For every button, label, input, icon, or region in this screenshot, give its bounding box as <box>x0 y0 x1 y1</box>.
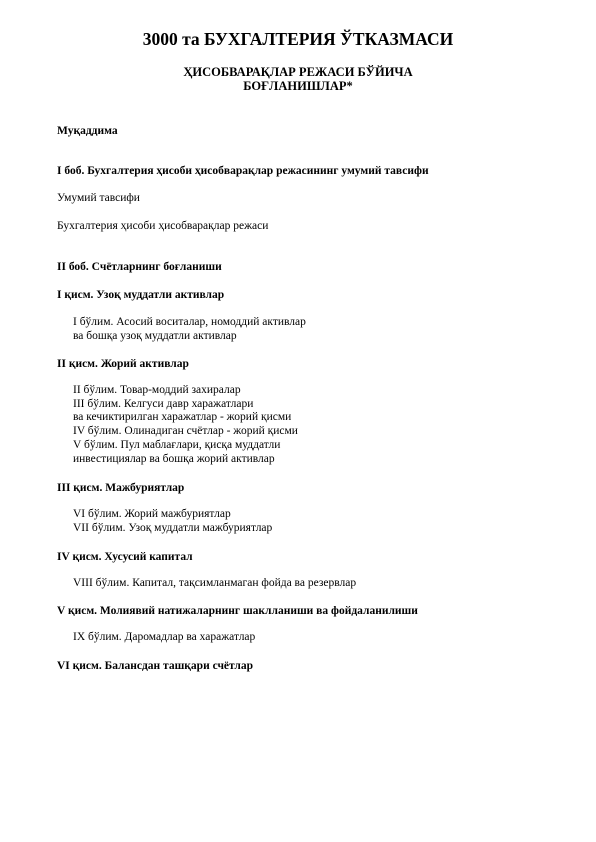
part-5-sections <box>73 631 255 645</box>
part-3-line-1: VI бўлим. Жорий мажбуриятлар <box>73 508 231 520</box>
part-3-sections <box>73 508 272 535</box>
part-5-line-1: IX бўлим. Даромадлар ва харажатлар <box>73 631 256 643</box>
part-2-line-3: ва кечиктирилган харажатлар - жорий қисми <box>73 411 292 424</box>
part-3-heading: III қисм. Мажбуриятлар <box>57 482 185 494</box>
document-subtitle <box>0 65 596 93</box>
part-2-heading: II қисм. Жорий активлар <box>57 358 189 370</box>
part-2-line-5: V бўлим. Пул маблағлари, қисқа муддатли <box>73 438 281 451</box>
part-2-line-1: II бўлим. Товар-моддий захиралар <box>73 384 241 396</box>
part-2-line-6: инвестициялар ва бошқа жорий активлар <box>73 452 275 465</box>
part-3-line-2: VII бўлим. Узоқ муддатли мажбуриятлар <box>73 521 273 534</box>
part-2-line-4: IV бўлим. Олинадиган счётлар - жорий қисми <box>73 425 298 438</box>
part-4-heading: IV қисм. Хусусий капитал <box>57 551 193 563</box>
part-1-line-1: I бўлим. Асосий воситалар, номоддий активлар <box>73 316 306 328</box>
part-6-heading: VI қисм. Балансдан ташқари счётлар <box>57 660 253 672</box>
intro-heading: Муқаддима <box>57 125 118 137</box>
part-2-sections <box>73 384 298 466</box>
chapter-1-item-chart-of-accounts: Бухгалтерия ҳисоби ҳисобварақлар режаси <box>57 220 269 232</box>
subtitle-line-2: БОҒЛАНИШЛАР* <box>243 79 353 93</box>
chapter-2-heading: II боб. Счётларнинг боғланиши <box>57 261 222 273</box>
part-2-line-2: III бўлим. Келгуси давр харажатлари <box>73 397 254 410</box>
subtitle-line-1: ҲИСОБВАРАҚЛАР РЕЖАСИ БЎЙИЧА <box>183 65 413 79</box>
part-1-sections <box>73 316 306 343</box>
part-1-line-2: ва бошқа узоқ муддатли активлар <box>73 329 237 342</box>
part-4-sections <box>73 577 356 591</box>
chapter-1-heading: I боб. Бухгалтерия ҳисоби ҳисобварақлар режасининг умумий тавсифи <box>57 165 429 177</box>
part-1-heading: I қисм. Узоқ муддатли активлар <box>57 289 225 301</box>
chapter-1-item-general-description: Умумий тавсифи <box>57 192 140 204</box>
part-5-heading: V қисм. Молиявий натижаларнинг шаклланиши ва фойдаланилиши <box>57 605 418 617</box>
document-title: 3000 та БУХГАЛТЕРИЯ ЎТКАЗМАСИ <box>142 29 454 49</box>
part-4-line-1: VIII бўлим. Капитал, тақсимланмаган фойда ва резервлар <box>73 577 357 589</box>
